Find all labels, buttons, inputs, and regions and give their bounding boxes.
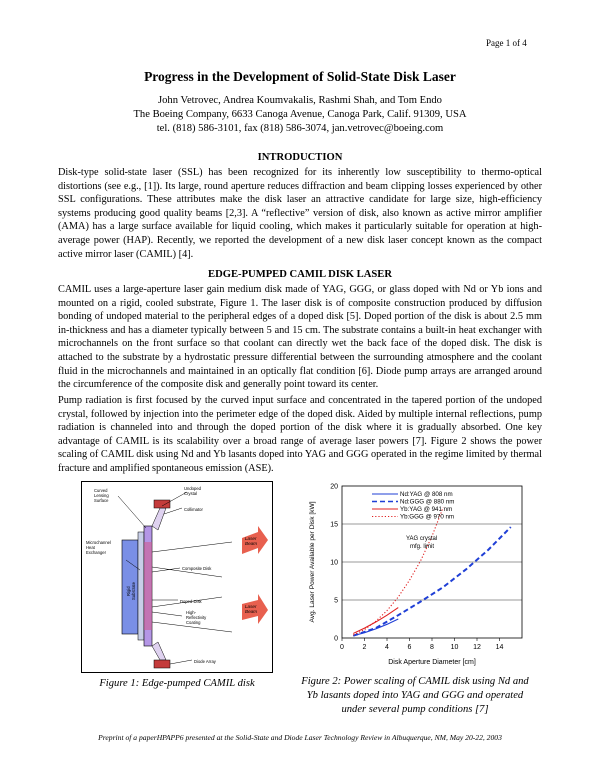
contact: tel. (818) 586-3101, fax (818) 586-3074, jan.vetrovec@boeing.com xyxy=(156,123,444,134)
chart-series xyxy=(353,507,511,635)
legend-label-3: Yb:GGG @ 970 nm xyxy=(400,513,455,521)
x-tick-label: 6 xyxy=(407,644,412,651)
label-heat: Heat xyxy=(86,545,95,550)
label-doped-disk: Doped Disk xyxy=(180,599,202,604)
legend-label-2: Yb:YAG @ 941 nm xyxy=(400,506,453,514)
page-number: Page 1 of 4 xyxy=(486,38,527,48)
collimator xyxy=(152,508,166,530)
label-laser-1: Laser xyxy=(245,536,257,541)
label-high: High- xyxy=(186,610,197,615)
label-laser-2: Laser xyxy=(245,604,257,609)
annotation-line1: YAG crystal xyxy=(406,536,438,542)
edge-paragraph-1: CAMIL uses a large-aperture laser gain medium disk made of YAG, GGG, or glass doped with Nd or Yb ions and mounted on a rigid, cooled substrate, Figure 1. The laser disk is of composite construction produced by diffusion bonding of undoped material to the peripheral edges of a doped disk [5]. Doped portion of the disk is about 2.5 mm in-thickness and has a diameter typically between 5 and 15 cm. The substrate contains a built-in heat exchanger with microchannels on the front surface so that coolant can directly wet the back face of the doped disk. The disk is attached to the substrate by a hydrostatic pressure differential between the surrounding atmosphere and the coolant fluid in the microchannels and maintained in an optically flat condition [6]. Diode pump arrays are arranged around the circumference of the composite disk and generally point toward its center. xyxy=(58,284,542,391)
x-tick-label: 8 xyxy=(430,644,434,651)
figure-2-chart xyxy=(302,478,530,674)
y-axis-label: Avg. Laser Power Available per Disk [kW] xyxy=(309,501,316,623)
label-collimator: Collimator xyxy=(184,507,203,512)
y-tick-label: 15 xyxy=(330,521,338,529)
diode-array-bottom xyxy=(154,660,170,668)
x-tick-label: 2 xyxy=(362,644,367,651)
x-tick-label: 0 xyxy=(340,644,344,651)
label-substrate: Substrate xyxy=(131,582,136,600)
label-surface: Surface xyxy=(94,498,109,503)
chart-legend xyxy=(372,491,454,521)
figure-2-caption: Figure 2: Power scaling of CAMIL disk using Nd and Yb lasants doped into YAG and GGG and operated under several pump conditions [7] xyxy=(301,676,529,715)
x-tick-label: 12 xyxy=(473,644,481,651)
edge-pumped-heading: EDGE-PUMPED CAMIL DISK LASER xyxy=(208,269,392,280)
x-axis-label: Disk Aperture Diameter [cm] xyxy=(388,659,476,666)
legend-label-1: Nd:GGG @ 880 nm xyxy=(400,498,455,506)
x-tick-label: 4 xyxy=(385,644,389,651)
doped-disk xyxy=(144,542,152,630)
diode-array-top xyxy=(154,500,170,508)
authors: John Vetrovec, Andrea Koumvakalis, Rashmi Shah, and Tom Endo xyxy=(158,95,442,106)
label-lensing: Lensing xyxy=(94,493,109,498)
label-composite-disk: Composite Disk xyxy=(182,566,212,571)
figure-1-diagram xyxy=(81,481,273,673)
y-tick-label: 0 xyxy=(334,635,338,643)
label-diode-array: Diode Array xyxy=(194,659,216,664)
label-crystal: Crystal xyxy=(184,491,198,496)
annotation-line2: mfg. limit xyxy=(410,544,434,550)
y-tick-label: 20 xyxy=(330,483,338,491)
label-coating: Coating xyxy=(186,620,201,625)
intro-paragraph: Disk-type solid-state laser (SSL) has been recognized for its inherently low susceptibility to thermo-optical distortions (see e.g., [1]). Its large, round aperture reduces diffraction and beam clipping losses experienced by other SSL configurations. These attributes make the disk laser an attractive candidate for large size, high-efficiency systems producing good quality beams [2,3]. A “reflective” version of disk, also known as active mirror amplifier (AMA) has a large surface available for liquid cooling, which makes it particularly suitable for operation at high-average power (HAP). Recently, we reported the development of a new disk laser concept known as the compact active mirror laser (CAMIL) [4]. xyxy=(58,167,542,260)
legend-label-0: Nd:YAG @ 808 nm xyxy=(400,491,453,499)
y-tick-label: 10 xyxy=(330,559,338,567)
collimator-lower xyxy=(152,642,166,660)
series-line-2 xyxy=(353,608,398,634)
label-curved: Curved xyxy=(94,488,108,493)
figure-1-caption: Figure 1: Edge-pumped CAMIL disk xyxy=(99,678,255,689)
footer-note: Preprint of a paperHPAPP6 presented at the Solid-State and Diode Laser Technology Review in Albuquerque, NM, May 20-22, 2003 xyxy=(98,733,502,742)
label-rigid: Rigid xyxy=(126,586,131,596)
label-undoped: Undoped xyxy=(184,486,201,491)
intro-heading: INTRODUCTION xyxy=(257,152,343,163)
edge-paragraph-2: Pump radiation is first focused by the curved input surface and concentrated in the tapered portion of the undoped crystal, followed by injection into the perimeter edge of the doped disk. Aided by multiple internal reflections, pump radiation is channeled into and through the doped portion of the disk where it is gradually absorbed. One key advantage of CAMIL is its scalability over a broad range of average laser powers [7]. Figure 2 shows the power scaling of CAMIL disk using Nd and Yb lasants doped into YAG and GGG operated in the regime limited by thermal fracture and amplified spontaneous emission (ASE). xyxy=(58,395,542,474)
label-reflectivity: Reflectivity xyxy=(186,615,207,620)
label-beam-1: Beam xyxy=(245,541,258,546)
x-tick-label: 14 xyxy=(495,644,504,651)
label-beam-2: Beam xyxy=(245,609,258,614)
x-tick-label: 10 xyxy=(450,644,459,651)
label-exchanger: Exchanger xyxy=(86,550,107,555)
label-microchannel: Microchannel xyxy=(86,540,111,545)
heat-exchanger xyxy=(138,532,144,640)
paper-title: Progress in the Development of Solid-State Disk Laser xyxy=(144,69,456,84)
affiliation: The Boeing Company, 6633 Canoga Avenue, Canoga Park, Calif. 91309, USA xyxy=(133,109,467,120)
y-tick-label: 5 xyxy=(334,597,338,605)
